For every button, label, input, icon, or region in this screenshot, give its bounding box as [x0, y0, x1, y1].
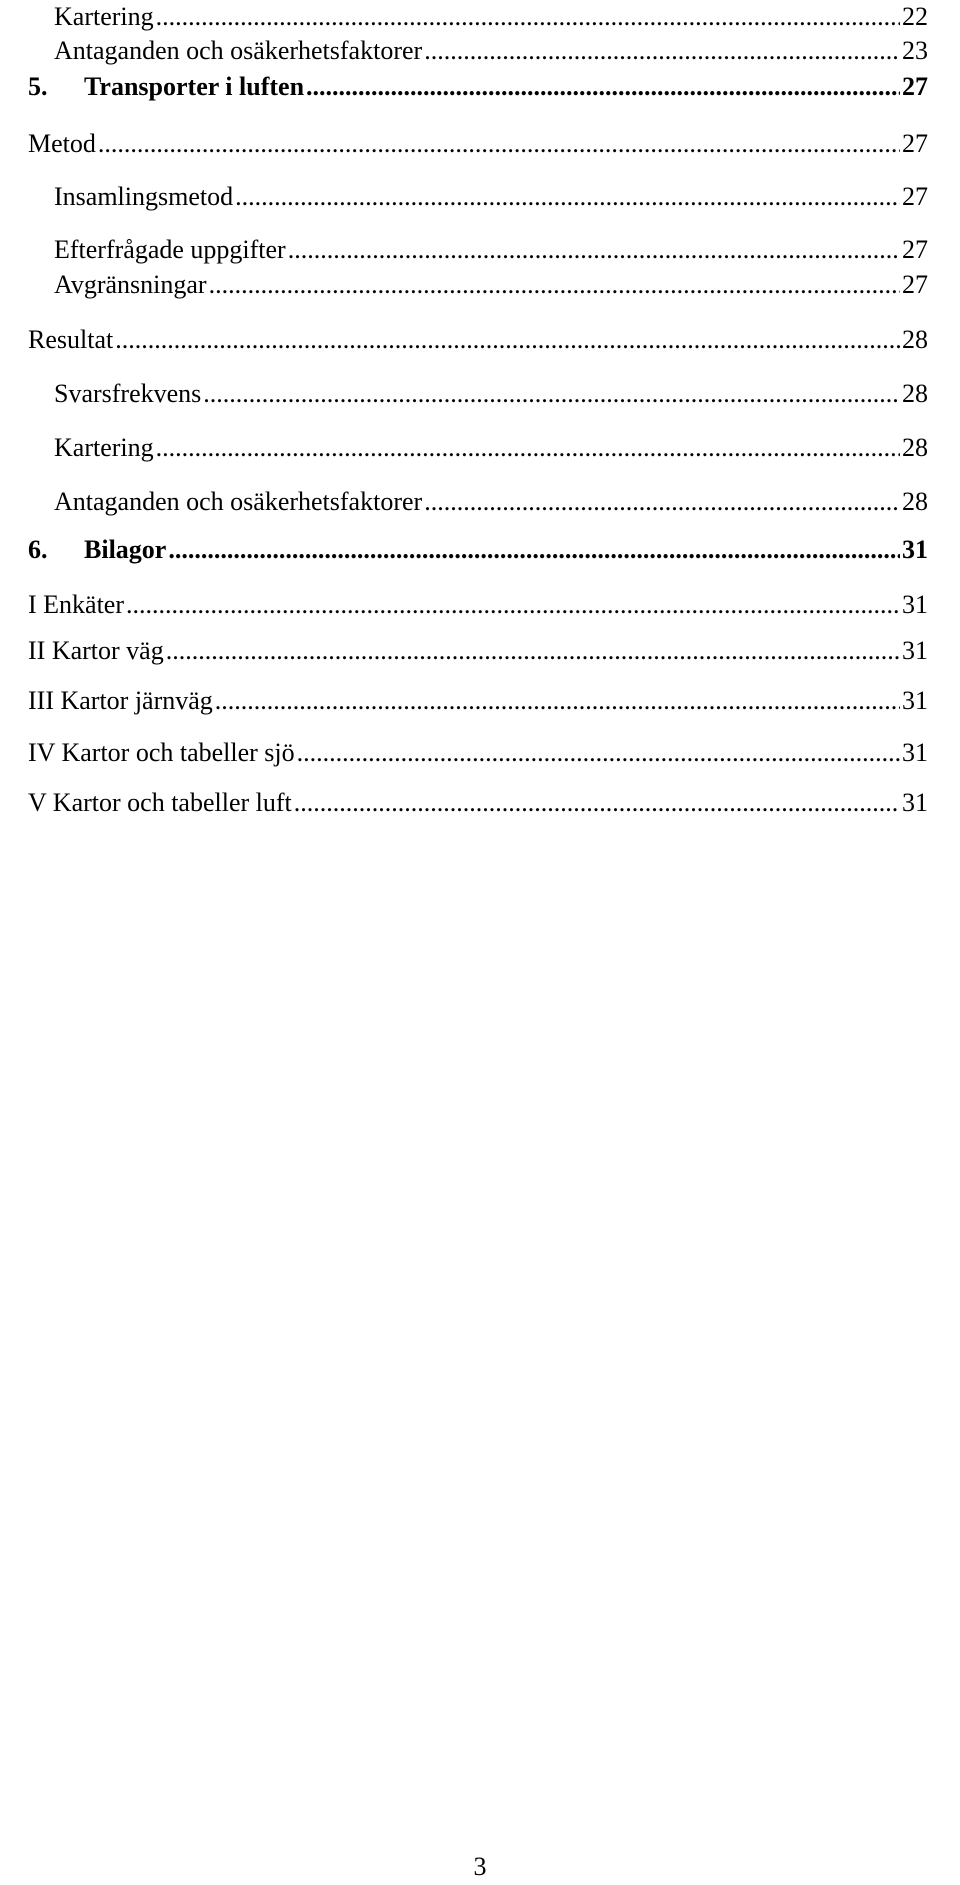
toc-entry-page: 22	[902, 2, 928, 31]
toc-entry-number: 5.	[28, 72, 48, 101]
toc-entry-page: 28	[902, 379, 928, 408]
toc-entry[interactable]	[28, 736, 928, 780]
toc-dot-leader	[156, 431, 900, 465]
toc-entry-title: Antaganden och osäkerhetsfaktorer	[54, 36, 423, 65]
toc-entry[interactable]	[28, 127, 928, 171]
toc-entry[interactable]	[28, 634, 928, 678]
toc-entry[interactable]	[28, 786, 928, 830]
toc-entry-title: Transporter i luften	[84, 72, 305, 101]
toc-entry-title: Svarsfrekvens	[54, 379, 202, 408]
toc-entry-title: Kartering	[54, 433, 154, 462]
toc-entry-page: 28	[902, 487, 928, 516]
toc-entry-title: III Kartor järnväg	[28, 686, 213, 715]
toc-entry-page: 31	[902, 788, 928, 817]
toc-dot-leader	[424, 34, 900, 68]
toc-entry[interactable]	[54, 431, 928, 475]
toc-entry-title: Resultat	[28, 325, 114, 354]
toc-entry[interactable]	[54, 377, 928, 421]
toc-entry-page: 31	[902, 738, 928, 767]
toc-entry-page: 31	[902, 535, 928, 564]
toc-dot-leader	[294, 786, 900, 820]
toc-entry[interactable]	[54, 268, 928, 312]
toc-entry-page: 27	[902, 270, 928, 299]
toc-dot-leader	[288, 233, 900, 267]
toc-entry-title: Insamlingsmetod	[54, 182, 234, 211]
toc-dot-leader	[209, 268, 900, 302]
page-number: 3	[473, 1852, 487, 1881]
toc-dot-leader	[168, 533, 900, 567]
toc-dot-leader	[126, 588, 900, 622]
toc-dot-leader	[115, 323, 900, 357]
toc-entry-page: 31	[902, 686, 928, 715]
toc-entry-title: Efterfrågade uppgifter	[54, 235, 286, 264]
toc-dot-leader	[235, 180, 900, 214]
toc-entry-title: I Enkäter	[28, 590, 125, 619]
toc-dot-leader	[297, 736, 900, 770]
toc-entry-page: 31	[902, 590, 928, 619]
toc-entry[interactable]	[28, 588, 928, 632]
toc-entry-page: 27	[902, 129, 928, 158]
toc-entry-title: Metod	[28, 129, 96, 158]
toc-dot-leader	[424, 485, 900, 519]
toc-entry-page: 31	[902, 636, 928, 665]
toc-entry-title: Kartering	[54, 2, 154, 31]
toc-entry-title: Bilagor	[84, 535, 167, 564]
toc-dot-leader	[215, 684, 900, 718]
toc-entry-page: 27	[902, 72, 928, 101]
toc-entry-page: 27	[902, 182, 928, 211]
toc-dot-leader	[98, 127, 900, 161]
toc-dot-leader	[166, 634, 900, 668]
toc-entry[interactable]	[28, 684, 928, 728]
toc-entry-page: 23	[902, 36, 928, 65]
toc-entry-page: 27	[902, 235, 928, 264]
toc-dot-leader	[203, 377, 900, 411]
toc-entry[interactable]	[54, 180, 928, 224]
toc-entry-page: 28	[902, 433, 928, 462]
toc-entry[interactable]	[54, 485, 928, 529]
toc-entry[interactable]	[28, 70, 928, 114]
toc-entry[interactable]	[28, 323, 928, 367]
toc-entry-title: V Kartor och tabeller luft	[28, 788, 292, 817]
toc-dot-leader	[306, 70, 900, 104]
toc-entry-title: Avgränsningar	[54, 270, 207, 299]
toc-entry[interactable]	[28, 533, 928, 577]
toc-entry-page: 28	[902, 325, 928, 354]
toc-entry-title: II Kartor väg	[28, 636, 164, 665]
toc-entry-title: IV Kartor och tabeller sjö	[28, 738, 295, 767]
toc-entry-title: Antaganden och osäkerhetsfaktorer	[54, 487, 423, 516]
toc-dot-leader	[156, 0, 900, 34]
toc-entry-number: 6.	[28, 535, 48, 564]
